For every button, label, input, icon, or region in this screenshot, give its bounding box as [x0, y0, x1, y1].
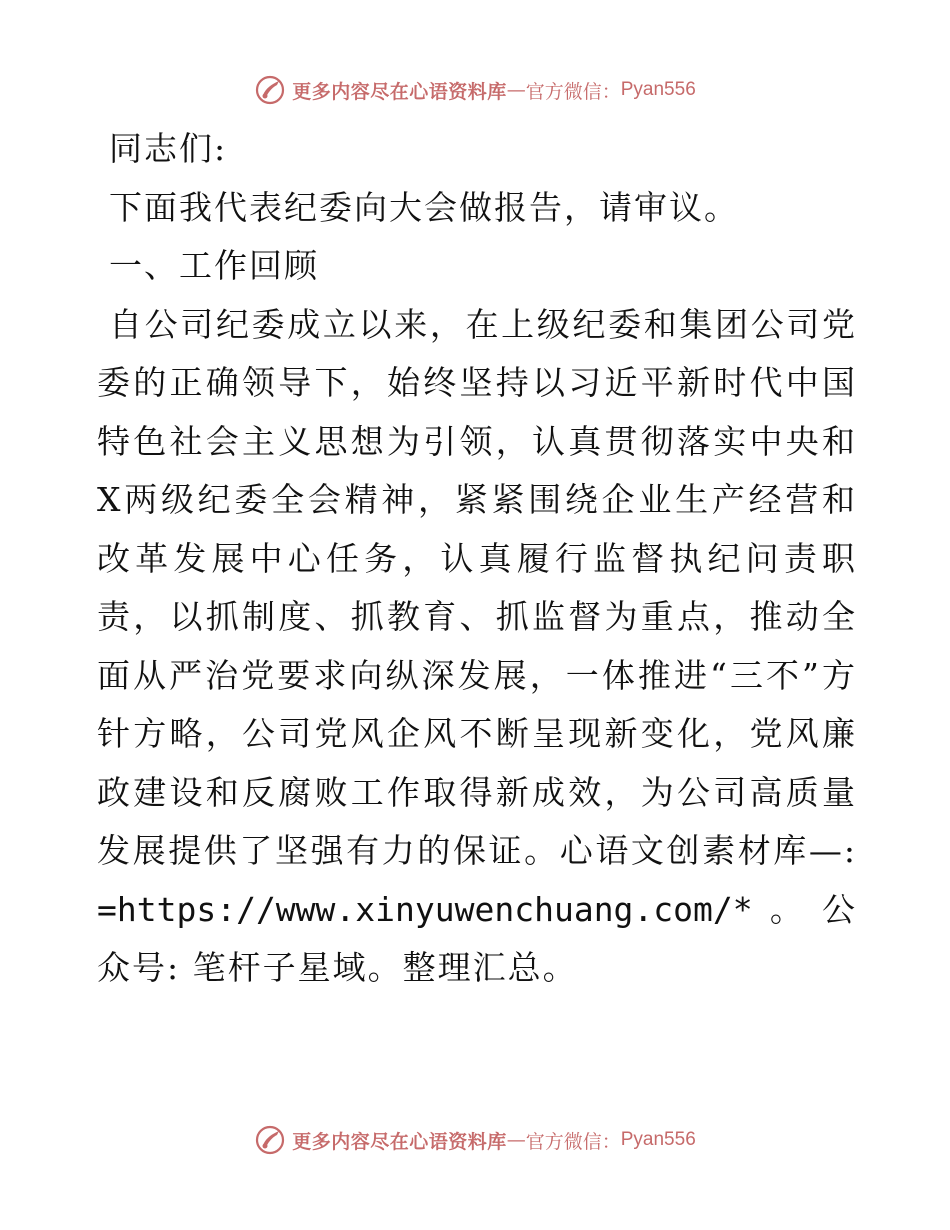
banner-brand-text: 更多内容尽在心语资料库: [292, 1130, 507, 1153]
header-watermark-banner: [0, 70, 950, 110]
intro-paragraph: 下面我代表纪委向大会做报告，请审议。: [109, 187, 739, 227]
document-body: [97, 120, 857, 998]
salutation: 同志们:: [109, 129, 228, 168]
banner-dash: —: [506, 79, 526, 101]
brush-seal-icon: [254, 74, 286, 106]
banner-wechat-id: Pyan556: [620, 79, 696, 100]
banner-brand-text: 更多内容尽在心语资料库: [292, 80, 507, 103]
brush-seal-icon: [254, 1124, 286, 1156]
section-heading: 一、工作回顾: [109, 246, 319, 285]
body-url: =https://www.xinyuwenchuang.com/*: [97, 889, 753, 929]
banner-dash: —: [506, 1129, 526, 1151]
footer-watermark-banner: [0, 1120, 950, 1160]
body-text: 自公司纪委成立以来，在上级纪委和集团公司党委的正确领导下，始终坚持以习近平新时代中国特色社会主义思想为引领，认真贯彻落实中央和X两级纪委全会精神，紧紧围绕企业生产经营和改革发展中心任务，认真履行监督执纪问责职责，以抓制度、抓教育、抓监督为重点，推动全面从严治党要求向纵深发展，一体推进“三不”方针方略，公司党风企风不断呈现新变化，党风廉政建设和反腐败工作取得新成效，为公司高质量发展提供了坚强有力的保证。心语文创素材库—:: [97, 304, 857, 870]
banner-official-label: 官方微信：: [525, 1130, 621, 1153]
banner-official-label: 官方微信：: [525, 80, 621, 103]
body-tail: 。公众号: 笔杆子星域。整理汇总。: [97, 889, 857, 987]
body-paragraph: [97, 296, 857, 998]
banner-wechat-id: Pyan556: [620, 1129, 696, 1150]
